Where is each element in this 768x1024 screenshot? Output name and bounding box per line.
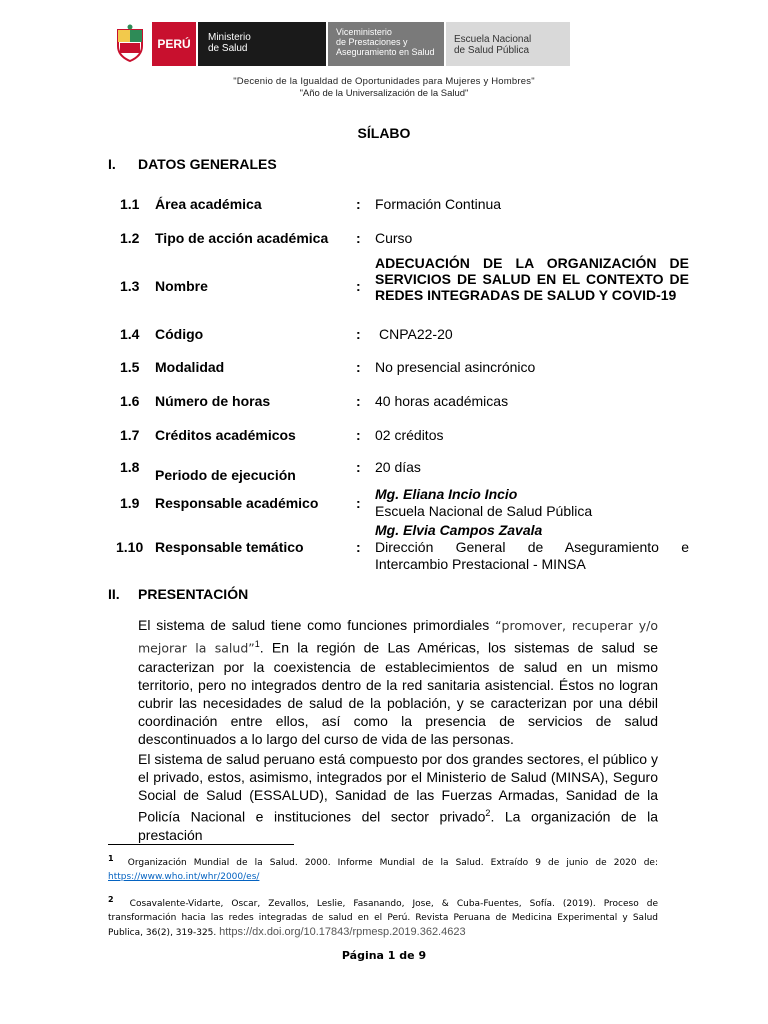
- row-value: 40 horas académicas: [375, 393, 509, 409]
- section-2-title: PRESENTACIÓN: [138, 586, 249, 602]
- escuela-label: Escuela Nacional de Salud Pública: [446, 22, 570, 66]
- peru-label: PERÚ: [152, 22, 196, 66]
- row-value: Formación Continua: [375, 196, 502, 212]
- motto-decenio: "Decenio de la Igualdad de Oportunidades para Mujeres y Hombres": [233, 76, 535, 87]
- footnote-1-link[interactable]: https://www.who.int/whr/2000/es/: [108, 872, 260, 882]
- footnote-2-link[interactable]: https://dx.doi.org/10.17843/rpmesp.2019.362.4623: [219, 926, 466, 938]
- page-number: Página 1 de 9: [341, 949, 427, 962]
- footnote-2: $^2$ Cosavalente-Vidarte, Oscar, Zevallos, Leslie, Fasanando, Jose, & Cuba-Fuentes, Sofía. (2019). Proceso de transformación hacia las redes integradas de salud en el Perú. Revista Peruana de Medicina Experimental y Salud Publica, 36(2), 319-325. https://dx.doi.org/10.17843/rpmesp.2019.362.4623: [108, 895, 658, 938]
- row-colon: :: [356, 359, 361, 375]
- row-value: Curso: [375, 230, 413, 246]
- row-value: 02 créditos: [375, 427, 444, 443]
- row-label: Periodo de ejecución: [155, 467, 296, 483]
- row-colon: :: [356, 278, 361, 294]
- row-number: 1.8: [120, 459, 140, 475]
- ministerio-label: Ministerio de Salud: [198, 22, 326, 66]
- header-banner: [108, 22, 570, 66]
- presentation-paragraph-2: El sistema de salud peruano está compuesto por dos grandes sectores, el público y el privado, estos, asimismo, integrados por el Ministerio de Salud (MINSA), Seguro Social de Salud (ESSALUD), Sanidad de las Fuerzas Armadas, Sanidad de la Policía Nacional e instituciones del sector privado$^2$. La organización de la prestación: [138, 751, 658, 843]
- row-colon: :: [356, 393, 361, 409]
- motto-anio: "Año de la Universalización de la Salud": [299, 88, 469, 99]
- row-label: Nombre: [155, 278, 208, 294]
- row-label: Código: [155, 326, 204, 342]
- row-label: Créditos académicos: [155, 427, 296, 443]
- row-colon: :: [356, 326, 361, 342]
- row-value: 20 días: [375, 459, 421, 475]
- coat-of-arms-icon: [108, 22, 152, 66]
- row-number: 1.9: [120, 495, 140, 511]
- responsable-tematico-org: Dirección General de Aseguramiento e Intercambio Prestacional - MINSA: [375, 539, 689, 572]
- section-2-number: II.: [108, 586, 120, 602]
- row-number: 1.6: [120, 393, 140, 409]
- row-number: 1.7: [120, 427, 140, 443]
- footnote-1: $^1$ Organización Mundial de la Salud. 2000. Informe Mundial de la Salud. Extraído 9 de junio de 2020 de: https://www.who.int/whr/2000/es/: [108, 854, 658, 882]
- course-name-value: ADECUACIÓN DE LA ORGANIZACIÓN DE SERVICIOS DE SALUD EN EL CONTEXTO DE REDES INTEGRADAS DE SALUD Y COVID-19: [375, 255, 689, 303]
- viceministerio-label: Viceministerio de Prestaciones y Aseguramiento en Salud: [328, 22, 444, 66]
- row-label: Número de horas: [155, 393, 271, 409]
- row-colon: :: [356, 427, 361, 443]
- responsable-academico-name: Mg. Eliana Incio Incio: [375, 486, 518, 502]
- section-1-number: I.: [108, 156, 116, 172]
- row-colon: :: [356, 230, 361, 246]
- row-label: Tipo de acción académica: [155, 230, 329, 246]
- row-number: 1.5: [120, 359, 140, 375]
- row-number: 1.3: [120, 278, 140, 294]
- row-label: Modalidad: [155, 359, 225, 375]
- footnote-separator: [108, 844, 294, 845]
- row-value: No presencial asincrónico: [375, 359, 536, 375]
- row-colon: :: [356, 495, 361, 511]
- responsable-tematico-name: Mg. Elvia Campos Zavala: [375, 522, 543, 538]
- row-label: Responsable temático: [155, 539, 304, 555]
- row-number: 1.10: [116, 539, 144, 555]
- row-number: 1.1: [120, 196, 140, 212]
- page-title: SÍLABO: [357, 125, 411, 141]
- row-label: Área académica: [155, 196, 262, 212]
- row-colon: :: [356, 196, 361, 212]
- row-colon: :: [356, 459, 361, 475]
- row-number: 1.2: [120, 230, 140, 246]
- row-colon: :: [356, 539, 361, 555]
- row-number: 1.4: [120, 326, 140, 342]
- row-label: Responsable académico: [155, 495, 319, 511]
- responsable-academico-org: Escuela Nacional de Salud Pública: [375, 503, 593, 519]
- row-value: CNPA22-20: [379, 326, 453, 342]
- presentation-paragraph-1: El sistema de salud tiene como funciones primordiales “promover, recuperar y/o mejorar la salud”$^1$. En la región de Las Américas, los sistemas de salud se caracterizan por la coexistencia de establecimientos de salud en un mismo territorio, pero no integrados dentro de la red sanitaria asistencial. Éstos no logran cubrir las necesidades de salud de la población, y se caracterizan por una débil coordinación entre ellos, así como la presencia de servicios de salud descontinuados a lo largo del curso de vida de las personas.: [138, 617, 658, 747]
- section-1-title: DATOS GENERALES: [138, 156, 277, 172]
